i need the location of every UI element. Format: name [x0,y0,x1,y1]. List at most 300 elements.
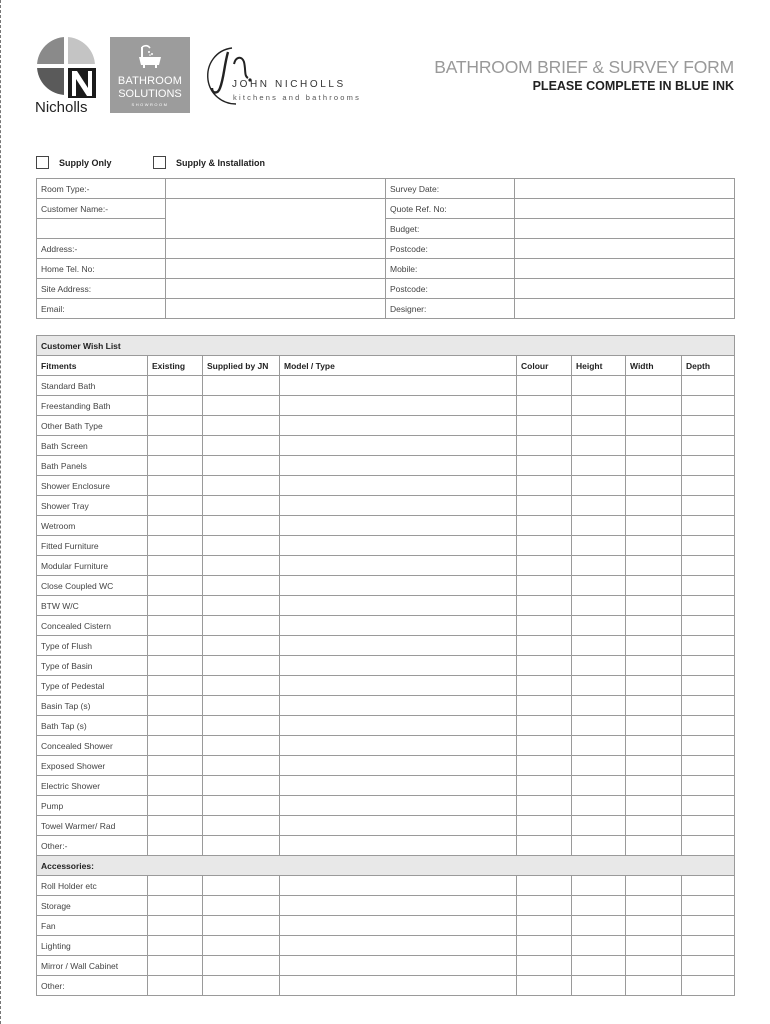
entry-cell[interactable] [682,576,735,596]
entry-cell[interactable] [203,536,280,556]
entry-cell[interactable] [517,776,572,796]
entry-cell[interactable] [148,776,203,796]
column-header: Fitments [37,356,148,376]
entry-cell[interactable] [148,476,203,496]
entry-cell[interactable] [280,656,517,676]
designer-field[interactable] [515,299,735,319]
entry-cell[interactable] [280,816,517,836]
table-row [37,396,735,416]
column-header: Supplied by JN [203,356,280,376]
entry-cell[interactable] [517,736,572,756]
entry-cell[interactable] [148,676,203,696]
entry-cell[interactable] [626,556,682,576]
entry-cell[interactable] [517,616,572,636]
entry-cell[interactable] [517,696,572,716]
quote-ref-field[interactable] [515,199,735,219]
fitment-label: Shower Enclosure [37,476,148,496]
entry-cell[interactable] [203,936,280,956]
column-header: Depth [682,356,735,376]
entry-cell[interactable] [626,516,682,536]
entry-cell[interactable] [626,656,682,676]
entry-cell[interactable] [280,376,517,396]
entry-cell[interactable] [203,636,280,656]
entry-cell[interactable] [148,396,203,416]
entry-cell[interactable] [682,596,735,616]
entry-cell[interactable] [517,496,572,516]
entry-cell[interactable] [203,376,280,396]
entry-cell[interactable] [626,796,682,816]
entry-cell[interactable] [148,716,203,736]
fitment-label: Bath Screen [37,436,148,456]
fitment-label: Type of Basin [37,656,148,676]
entry-cell[interactable] [280,916,517,936]
site-address-field[interactable] [166,279,386,299]
fitment-label: Standard Bath [37,376,148,396]
entry-cell[interactable] [572,416,626,436]
address-field[interactable] [166,239,386,259]
entry-cell[interactable] [572,716,626,736]
customer-info-table [36,178,735,319]
entry-cell[interactable] [203,716,280,736]
fitment-label: Other: [37,976,148,996]
entry-cell[interactable] [517,716,572,736]
table-row [37,836,735,856]
entry-cell[interactable] [572,476,626,496]
entry-cell[interactable] [626,456,682,476]
entry-cell[interactable] [203,496,280,516]
page-edge [0,0,1,1024]
bathroom-logo-line2: SOLUTIONS [118,88,182,100]
entry-cell[interactable] [626,896,682,916]
entry-cell[interactable] [148,656,203,676]
table-row [37,576,735,596]
entry-cell[interactable] [626,376,682,396]
entry-cell[interactable] [517,396,572,416]
fitment-label: Close Coupled WC [37,576,148,596]
designer-label: Designer: [386,299,515,319]
entry-cell[interactable] [148,816,203,836]
entry-cell[interactable] [682,976,735,996]
fitment-label: Bath Panels [37,456,148,476]
entry-cell[interactable] [517,556,572,576]
entry-cell[interactable] [682,916,735,936]
entry-cell[interactable] [203,396,280,416]
bathroom-solutions-logo [110,37,190,113]
entry-cell[interactable] [572,756,626,776]
entry-cell[interactable] [280,636,517,656]
entry-cell[interactable] [626,916,682,936]
entry-cell[interactable] [626,716,682,736]
entry-cell[interactable] [148,576,203,596]
entry-cell[interactable] [572,956,626,976]
entry-cell[interactable] [517,596,572,616]
entry-cell[interactable] [682,496,735,516]
customer-name-field[interactable] [166,199,386,239]
nicholls-logo [34,36,98,116]
fitment-label: Towel Warmer/ Rad [37,816,148,836]
entry-cell[interactable] [280,836,517,856]
entry-cell[interactable] [517,536,572,556]
entry-cell[interactable] [148,696,203,716]
entry-cell[interactable] [280,616,517,636]
entry-cell[interactable] [148,536,203,556]
wish-list-table [36,335,735,996]
quote-ref-label: Quote Ref. No: [386,199,515,219]
entry-cell[interactable] [148,416,203,436]
accessories-header-row [37,856,735,876]
entry-cell[interactable] [572,916,626,936]
entry-cell[interactable] [203,416,280,436]
entry-cell[interactable] [572,776,626,796]
entry-cell[interactable] [203,956,280,976]
entry-cell[interactable] [626,596,682,616]
fitment-label: Fan [37,916,148,936]
entry-cell[interactable] [626,976,682,996]
survey-date-label: Survey Date: [386,179,515,199]
entry-cell[interactable] [280,676,517,696]
budget-field[interactable] [515,219,735,239]
email-field[interactable] [166,299,386,319]
entry-cell[interactable] [280,736,517,756]
table-row [37,376,735,396]
entry-cell[interactable] [517,636,572,656]
entry-cell[interactable] [280,396,517,416]
entry-cell[interactable] [682,716,735,736]
entry-cell[interactable] [148,616,203,636]
entry-cell[interactable] [280,596,517,616]
entry-cell[interactable] [280,436,517,456]
entry-cell[interactable] [280,716,517,736]
entry-cell[interactable] [203,656,280,676]
entry-cell[interactable] [280,576,517,596]
entry-cell[interactable] [626,836,682,856]
supply-only-option [36,156,112,169]
entry-cell[interactable] [517,676,572,696]
fitment-label: Other Bath Type [37,416,148,436]
entry-cell[interactable] [682,656,735,676]
entry-cell[interactable] [148,836,203,856]
entry-cell[interactable] [203,776,280,796]
address-label: Address:- [37,239,166,259]
entry-cell[interactable] [517,756,572,776]
entry-cell[interactable] [682,736,735,756]
table-row [37,916,735,936]
entry-cell[interactable] [203,876,280,896]
entry-cell[interactable] [203,516,280,536]
entry-cell[interactable] [572,736,626,756]
entry-cell[interactable] [517,456,572,476]
entry-cell[interactable] [572,896,626,916]
entry-cell[interactable] [572,836,626,856]
fitment-label: Storage [37,896,148,916]
entry-cell[interactable] [682,696,735,716]
entry-cell[interactable] [203,596,280,616]
entry-cell[interactable] [572,536,626,556]
entry-cell[interactable] [280,496,517,516]
entry-cell[interactable] [203,976,280,996]
entry-cell[interactable] [626,776,682,796]
survey-date-field[interactable] [515,179,735,199]
entry-cell[interactable] [280,776,517,796]
entry-cell[interactable] [517,836,572,856]
entry-cell[interactable] [517,416,572,436]
table-row [37,416,735,436]
entry-cell[interactable] [517,916,572,936]
entry-cell[interactable] [517,476,572,496]
entry-cell[interactable] [203,616,280,636]
entry-cell[interactable] [203,836,280,856]
column-header: Height [572,356,626,376]
entry-cell[interactable] [148,496,203,516]
entry-cell[interactable] [572,376,626,396]
entry-cell[interactable] [682,816,735,836]
postcode-field[interactable] [515,239,735,259]
mobile-label: Mobile: [386,259,515,279]
fitment-label: Shower Tray [37,496,148,516]
entry-cell[interactable] [148,976,203,996]
table-row [37,776,735,796]
home-tel-field[interactable] [166,259,386,279]
entry-cell[interactable] [280,976,517,996]
entry-cell[interactable] [203,916,280,936]
fitment-label: Type of Pedestal [37,676,148,696]
supply-only-label: Supply Only [59,157,112,168]
entry-cell[interactable] [517,876,572,896]
table-row [37,696,735,716]
fitment-label: Basin Tap (s) [37,696,148,716]
bathroom-logo-line1: BATHROOM [117,75,183,87]
table-row [37,616,735,636]
entry-cell[interactable] [517,956,572,976]
entry-cell[interactable] [572,556,626,576]
entry-cell[interactable] [572,676,626,696]
entry-cell[interactable] [626,416,682,436]
entry-cell[interactable] [682,516,735,536]
accessories-title: Accessories: [37,856,735,876]
entry-cell[interactable] [572,656,626,676]
table-row [37,496,735,516]
entry-cell[interactable] [682,936,735,956]
entry-cell[interactable] [280,936,517,956]
mobile-field[interactable] [515,259,735,279]
table-row [37,656,735,676]
entry-cell[interactable] [280,536,517,556]
entry-cell[interactable] [203,576,280,596]
entry-cell[interactable] [148,796,203,816]
entry-cell[interactable] [203,476,280,496]
entry-cell[interactable] [682,396,735,416]
fitment-label: BTW W/C [37,596,148,616]
site-postcode-field[interactable] [515,279,735,299]
entry-cell[interactable] [682,876,735,896]
entry-cell[interactable] [682,756,735,776]
entry-cell[interactable] [148,376,203,396]
entry-cell[interactable] [280,896,517,916]
entry-cell[interactable] [517,816,572,836]
jn-logo-name: JOHN NICHOLLS [232,79,346,90]
entry-cell[interactable] [682,616,735,636]
table-row [37,596,735,616]
entry-cell[interactable] [626,396,682,416]
entry-cell[interactable] [280,696,517,716]
entry-cell[interactable] [626,816,682,836]
entry-cell[interactable] [572,516,626,536]
wish-list-title: Customer Wish List [37,336,735,356]
fitment-label: Concealed Cistern [37,616,148,636]
supply-only-checkbox[interactable] [36,156,49,169]
entry-cell[interactable] [517,436,572,456]
entry-cell[interactable] [572,456,626,476]
entry-cell[interactable] [280,416,517,436]
entry-cell[interactable] [572,876,626,896]
fitment-label: Exposed Shower [37,756,148,776]
entry-cell[interactable] [572,816,626,836]
entry-cell[interactable] [517,896,572,916]
entry-cell[interactable] [517,936,572,956]
entry-cell[interactable] [682,776,735,796]
customer-name-blank [37,219,166,239]
supply-install-checkbox[interactable] [153,156,166,169]
wish-list-header-row [37,336,735,356]
entry-cell[interactable] [682,476,735,496]
table-row [37,456,735,476]
entry-cell[interactable] [517,656,572,676]
entry-cell[interactable] [280,876,517,896]
entry-cell[interactable] [148,916,203,936]
nicholls-logo-text: Nicholls [35,99,88,116]
table-row [37,736,735,756]
site-postcode-label: Postcode: [386,279,515,299]
entry-cell[interactable] [203,816,280,836]
entry-cell[interactable] [572,436,626,456]
entry-cell[interactable] [626,576,682,596]
entry-cell[interactable] [682,636,735,656]
entry-cell[interactable] [626,956,682,976]
entry-cell[interactable] [626,876,682,896]
entry-cell[interactable] [572,636,626,656]
entry-cell[interactable] [572,696,626,716]
entry-cell[interactable] [626,536,682,556]
entry-cell[interactable] [682,676,735,696]
entry-cell[interactable] [148,736,203,756]
entry-cell[interactable] [682,556,735,576]
entry-cell[interactable] [626,636,682,656]
entry-cell[interactable] [572,396,626,416]
entry-cell[interactable] [280,756,517,776]
entry-cell[interactable] [148,936,203,956]
column-header: Width [626,356,682,376]
entry-cell[interactable] [572,596,626,616]
entry-cell[interactable] [203,456,280,476]
entry-cell[interactable] [626,616,682,636]
fitment-label: Mirror / Wall Cabinet [37,956,148,976]
entry-cell[interactable] [148,756,203,776]
entry-cell[interactable] [280,516,517,536]
entry-cell[interactable] [148,896,203,916]
entry-cell[interactable] [572,496,626,516]
entry-cell[interactable] [148,636,203,656]
room-type-field[interactable] [166,179,386,199]
entry-cell[interactable] [626,756,682,776]
table-row [37,636,735,656]
entry-cell[interactable] [626,476,682,496]
fitment-label: Concealed Shower [37,736,148,756]
form-title: BATHROOM BRIEF & SURVEY FORM [434,57,734,77]
entry-cell[interactable] [626,936,682,956]
table-row [37,556,735,576]
entry-cell[interactable] [682,536,735,556]
entry-cell[interactable] [682,436,735,456]
room-type-label: Room Type:- [37,179,166,199]
entry-cell[interactable] [626,676,682,696]
entry-cell[interactable] [203,896,280,916]
entry-cell[interactable] [148,596,203,616]
entry-cell[interactable] [682,456,735,476]
entry-cell[interactable] [280,456,517,476]
entry-cell[interactable] [517,976,572,996]
home-tel-label: Home Tel. No: [37,259,166,279]
entry-cell[interactable] [280,556,517,576]
entry-cell[interactable] [280,956,517,976]
entry-cell[interactable] [572,576,626,596]
entry-cell[interactable] [203,736,280,756]
entry-cell[interactable] [682,956,735,976]
entry-cell[interactable] [148,456,203,476]
entry-cell[interactable] [682,376,735,396]
table-row [37,476,735,496]
entry-cell[interactable] [572,936,626,956]
entry-cell[interactable] [682,796,735,816]
entry-cell[interactable] [203,756,280,776]
entry-cell[interactable] [572,796,626,816]
site-address-label: Site Address: [37,279,166,299]
entry-cell[interactable] [682,896,735,916]
entry-cell[interactable] [148,516,203,536]
entry-cell[interactable] [280,476,517,496]
column-header: Existing [148,356,203,376]
table-row [37,976,735,996]
postcode-label: Postcode: [386,239,515,259]
entry-cell[interactable] [626,696,682,716]
entry-cell[interactable] [517,576,572,596]
fitment-label: Electric Shower [37,776,148,796]
column-header: Model / Type [280,356,517,376]
entry-cell[interactable] [280,796,517,816]
entry-cell[interactable] [682,416,735,436]
entry-cell[interactable] [572,976,626,996]
fitment-label: Lighting [37,936,148,956]
entry-cell[interactable] [203,556,280,576]
entry-cell[interactable] [203,436,280,456]
entry-cell[interactable] [148,556,203,576]
table-row [37,876,735,896]
entry-cell[interactable] [626,496,682,516]
entry-cell[interactable] [572,616,626,636]
entry-cell[interactable] [148,956,203,976]
entry-cell[interactable] [148,876,203,896]
entry-cell[interactable] [148,436,203,456]
entry-cell[interactable] [626,436,682,456]
entry-cell[interactable] [682,836,735,856]
entry-cell[interactable] [626,736,682,756]
entry-cell[interactable] [203,796,280,816]
entry-cell[interactable] [203,676,280,696]
table-row [37,716,735,736]
entry-cell[interactable] [517,376,572,396]
entry-cell[interactable] [203,696,280,716]
entry-cell[interactable] [517,516,572,536]
entry-cell[interactable] [517,796,572,816]
